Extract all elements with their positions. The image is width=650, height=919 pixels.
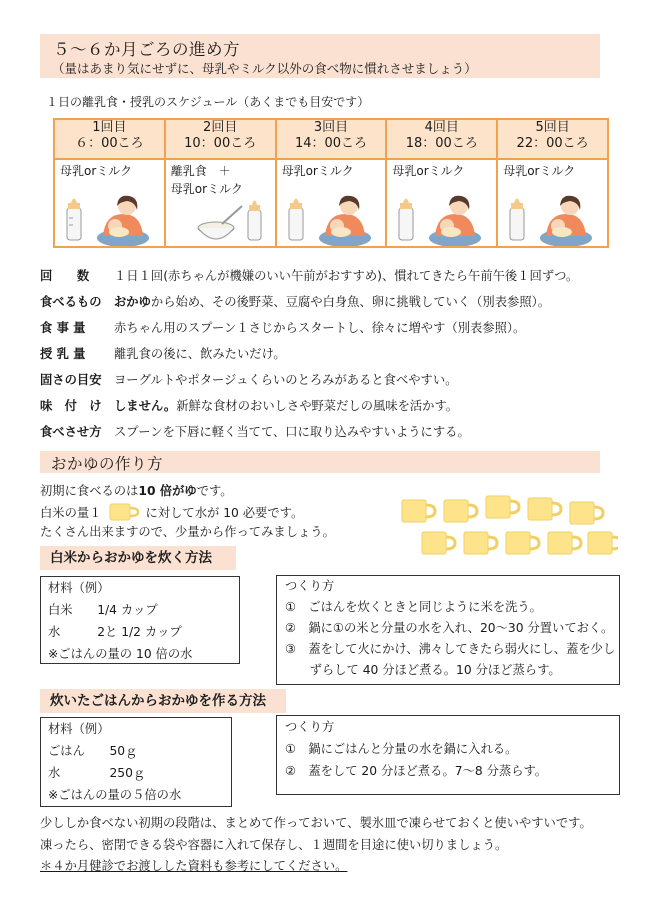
ten-cups-illustration xyxy=(398,492,618,562)
slot-feed xyxy=(282,162,354,180)
guideline-text: 赤ちゃん用のスプーン１さじからスタートし、徐々に増やす（別表参照）。 xyxy=(114,321,526,335)
method2-steps-box xyxy=(276,715,620,795)
footer-note: ＊４か月健診でお渡しした資料も参考にしてください。 xyxy=(40,859,348,873)
mother-icon xyxy=(429,196,481,246)
mother-icon xyxy=(540,196,592,246)
cup-icon xyxy=(422,532,455,554)
steps-title: つくり方 xyxy=(285,720,335,734)
nursing-mother-illustration xyxy=(277,192,387,246)
slot-header xyxy=(386,119,497,159)
footer-text: 凍ったら、密閉できる袋や容器に入れて保存し、１週間を目途に使い切りましょう。 xyxy=(40,838,508,852)
intro-text: に対して水が 10 必要です。 xyxy=(145,506,304,520)
cup-icon xyxy=(506,532,539,554)
schedule-label: １日の離乳食・授乳のスケジュール（あくまでも目安です） xyxy=(46,95,370,109)
baby-bottle-icon xyxy=(510,199,524,241)
page-subtitle: （量はあまり気にせずに、母乳やミルク以外の食べ物に慣れさせましょう） xyxy=(52,61,477,76)
slot-feed xyxy=(60,162,132,180)
cup-icon xyxy=(464,532,497,554)
material-item: ※ごはんの量の 10 倍の水 xyxy=(48,647,193,661)
guideline-row xyxy=(40,396,458,414)
guideline-label: 回 数 xyxy=(40,269,90,283)
step-item: ② 鍋に①の米と分量の水を入れ、20～30 分置いておく。 xyxy=(285,621,614,635)
cup-icon xyxy=(588,532,618,554)
slot-body xyxy=(386,159,497,247)
material-item: 水 2と 1/2 カップ xyxy=(48,625,182,639)
guideline-text: 新鮮な食材のおいしさや野菜だしの風味を活かす。 xyxy=(176,399,459,413)
nursing-mother-illustration xyxy=(55,192,165,246)
material-item: 白米 1/4 カップ xyxy=(48,603,158,617)
step-item: ③ 蓋をして火にかけ、沸々してきたら弱火にし、蓋を少し xyxy=(285,642,616,656)
slot-number: 1回目 xyxy=(92,120,127,135)
feed-text: 母乳orミルク xyxy=(503,164,576,178)
guideline-text: １日１回(赤ちゃんが機嫌のいい午前がおすすめ)、慣れてきたら午前午後１回ずつ。 xyxy=(114,269,579,283)
okayu-intro-line: たくさん出来ますので、少量から作ってみましょう。 xyxy=(40,525,335,539)
step-item: ① ごはんを炊くときと同じように米を洗う。 xyxy=(285,600,542,614)
header-banner xyxy=(40,34,600,78)
slot-body xyxy=(54,159,165,247)
guideline-label: 食 事 量 xyxy=(40,321,86,335)
slot-body xyxy=(497,159,608,247)
guideline-label: 固さの目安 xyxy=(40,373,102,387)
slot-time: ６：00ころ xyxy=(75,136,144,151)
intro-emphasis: 10 倍がゆ xyxy=(138,484,197,498)
cup-icon xyxy=(528,498,561,520)
porridge-bowl-icon xyxy=(198,206,242,239)
slot-header xyxy=(497,119,608,159)
guideline-row xyxy=(40,318,525,336)
feed-text: 母乳orミルク xyxy=(170,182,243,196)
baby-bottle-icon xyxy=(289,199,303,241)
method2-materials-box xyxy=(40,717,232,807)
guideline-row xyxy=(40,292,550,310)
slot-time: 18：00ころ xyxy=(405,136,478,151)
step-item: ② 蓋をして 20 分ほど煮る。7～8 分蒸らす。 xyxy=(285,764,548,778)
schedule-table xyxy=(53,118,609,248)
step-item: ① 鍋にごはんと分量の水を鍋に入れる。 xyxy=(285,742,518,756)
method1-title: 白米からおかゆを炊く方法 xyxy=(40,546,236,570)
slot-body xyxy=(165,159,276,247)
feed-text: 母乳orミルク xyxy=(60,164,133,178)
guideline-row xyxy=(40,422,470,440)
footer-text: 少ししか食べない初期の段階は、まとめて作っておいて、製氷皿で凍らせておくと使いやすいです。 xyxy=(40,816,592,830)
slot-time: 10：00ころ xyxy=(184,136,257,151)
page-title: ５～６か月ごろの進め方 xyxy=(53,40,240,59)
mother-icon xyxy=(97,196,149,246)
guideline-row xyxy=(40,344,286,362)
slot-feed xyxy=(392,162,464,180)
guideline-text: 離乳食の後に、飲みたいだけ。 xyxy=(114,347,286,361)
guideline-text: ヨーグルトやポタージュくらいのとろみがあると食べやすい。 xyxy=(114,373,458,387)
okayu-section-banner xyxy=(40,451,600,473)
guideline-label: 授 乳 量 xyxy=(40,347,86,361)
slot-number: 3回目 xyxy=(313,120,349,135)
porridge-and-bottle-illustration xyxy=(166,192,276,246)
intro-text: 初期に食べるのは xyxy=(40,484,139,498)
slot-body xyxy=(276,159,387,247)
cup-icon xyxy=(486,496,519,518)
guideline-label: 味 付 け xyxy=(40,399,102,413)
materials-title: 材料（例） xyxy=(48,722,110,736)
steps-title: つくり方 xyxy=(285,579,335,593)
materials-title: 材料（例） xyxy=(48,581,110,595)
method2-title: 炊いたごはんからおかゆを作る方法 xyxy=(40,689,286,713)
slot-feed xyxy=(503,162,575,180)
baby-bottle-icon xyxy=(399,199,413,241)
cup-icon xyxy=(108,502,142,522)
nursing-mother-illustration xyxy=(387,192,497,246)
material-item: ※ごはんの量の５倍の水 xyxy=(48,788,182,802)
method1-steps-box xyxy=(276,575,620,685)
okayu-intro-line xyxy=(40,481,233,499)
slot-time: 14：00ころ xyxy=(294,136,368,151)
guideline-row xyxy=(40,266,578,284)
okayu-intro-line xyxy=(40,502,303,522)
cup-icon xyxy=(444,500,477,522)
nursing-mother-illustration xyxy=(498,192,608,246)
mother-icon xyxy=(319,196,371,246)
cup-icon xyxy=(570,502,603,524)
material-item: 水 250ｇ xyxy=(48,766,146,780)
slot-number: 4回目 xyxy=(424,120,459,135)
slot-number: 2回目 xyxy=(203,120,238,135)
slot-header xyxy=(165,119,276,159)
guideline-row xyxy=(40,370,457,388)
guideline-text: から始め、その後野菜、豆腐や白身魚、卵に挑戦していく（別表参照）。 xyxy=(150,295,551,309)
slot-header xyxy=(54,119,165,159)
baby-bottle-icon xyxy=(248,201,261,241)
method1-materials-box xyxy=(40,576,240,664)
intro-text: 白米の量１ xyxy=(40,506,102,520)
baby-bottle-icon xyxy=(67,199,81,241)
intro-text: です。 xyxy=(196,484,233,498)
guideline-label: 食べるもの xyxy=(40,295,102,309)
guideline-text: スプーンを下唇に軽く当てて、口に取り込みやすいようにする。 xyxy=(114,425,470,439)
feed-text: 離乳食 ＋ xyxy=(170,164,231,178)
cup-icon xyxy=(548,532,581,554)
material-item: ごはん 50ｇ xyxy=(48,744,138,758)
guideline-label: 食べさせ方 xyxy=(40,425,102,439)
feed-text: 母乳orミルク xyxy=(392,164,465,178)
slot-time: 22：00ころ xyxy=(516,136,589,151)
step-item: ずらして 40 分ほど煮る。10 分ほど蒸らす。 xyxy=(285,663,561,677)
slot-number: 5回目 xyxy=(535,120,570,135)
section-title: おかゆの作り方 xyxy=(51,455,164,473)
feed-text: 母乳orミルク xyxy=(281,164,354,178)
slot-header xyxy=(276,119,387,159)
cup-icon xyxy=(402,500,435,522)
guideline-emphasis: しません。 xyxy=(114,399,177,413)
guideline-emphasis: おかゆ xyxy=(114,295,151,309)
